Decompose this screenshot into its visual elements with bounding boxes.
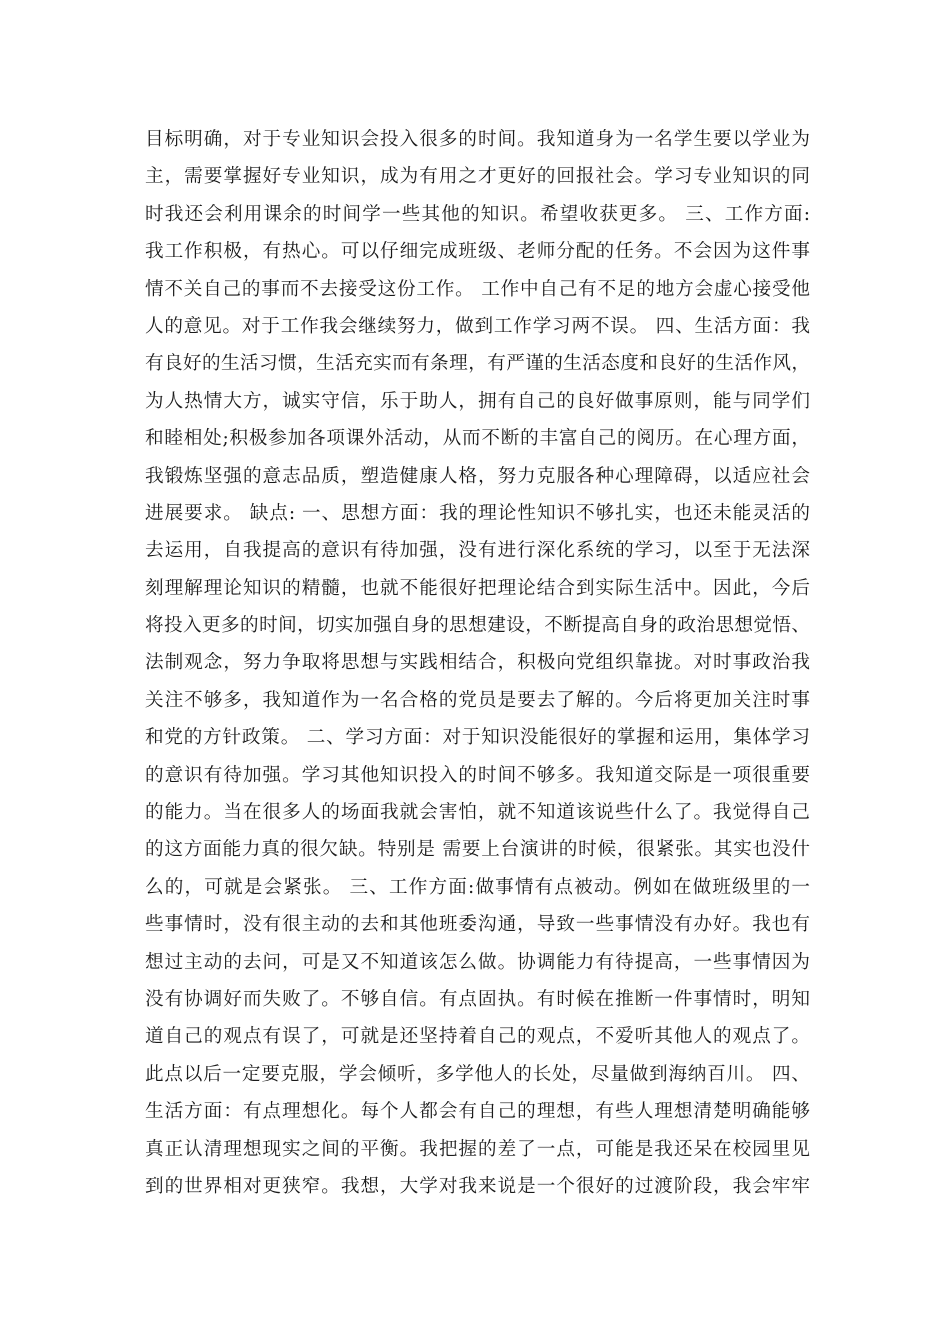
text-line: 为人热情大方，诚实守信，乐于助人，拥有自己的良好做事原则，能与同学们 xyxy=(145,390,810,412)
text-line: 进展要求。 缺点: 一、思想方面：我的理论性知识不够扎实，也还未能灵活的 xyxy=(145,502,810,524)
text-line: 目标明确，对于专业知识会投入很多的时间。我知道身为一名学生要以学业为 xyxy=(145,129,810,150)
text-line: 想过主动的去问，可是又不知道该怎么做。协调能力有待提高，一些事情因为 xyxy=(145,951,810,973)
text-line: 到的世界相对更狭窄。我想，大学对我来说是一个很好的过渡阶段，我会牢牢 xyxy=(145,1175,810,1197)
text-line: 我锻炼坚强的意志品质，塑造健康人格，努力克服各种心理障碍，以适应社会 xyxy=(145,465,810,487)
text-line: 时我还会利用课余的时间学一些其他的知识。希望收获更多。 三、工作方面: xyxy=(145,203,810,225)
text-line: 去运用，自我提高的意识有待加强，没有进行深化系统的学习，以至于无法深 xyxy=(145,540,810,562)
text-line: 和睦相处;积极参加各项课外活动，从而不断的丰富自己的阅历。在心理方面， xyxy=(145,428,810,450)
text-line: 的能力。当在很多人的场面我就会害怕，就不知道该说些什么了。我觉得自己 xyxy=(145,802,810,824)
text-line: 生活方面：有点理想化。每个人都会有自己的理想，有些人理想清楚明确能够 xyxy=(145,1101,810,1123)
text-line: 没有协调好而失败了。不够自信。有点固执。有时候在推断一件事情时，明知 xyxy=(145,988,810,1010)
text-line: 关注不够多，我知道作为一名合格的党员是要去了解的。今后将更加关注时事 xyxy=(145,689,810,711)
text-line: 此点以后一定要克服，学会倾听，多学他人的长处，尽量做到海纳百川。 四、 xyxy=(145,1063,810,1085)
text-line: 么的，可就是会紧张。 三、工作方面:做事情有点被动。例如在做班级里的一 xyxy=(145,876,810,898)
document-body xyxy=(145,121,810,1205)
text-line: 法制观念，努力争取将思想与实践相结合，积极向党组织靠拢。对时事政治我 xyxy=(145,652,810,674)
text-line: 将投入更多的时间，切实加强自身的思想建设，不断提高自身的政治思想觉悟、 xyxy=(145,615,810,637)
text-line: 和党的方针政策。 二、学习方面：对于知识没能很好的掌握和运用，集体学习 xyxy=(145,727,810,749)
text-line: 刻理解理论知识的精髓，也就不能很好把理论结合到实际生活中。因此，今后 xyxy=(145,577,810,599)
text-line: 真正认清理想现实之间的平衡。我把握的差了一点，可能是我还呆在校园里见 xyxy=(145,1138,810,1160)
text-line: 的意识有待加强。学习其他知识投入的时间不够多。我知道交际是一项很重要 xyxy=(145,764,810,786)
text-line: 情不关自己的事而不去接受这份工作。 工作中自己有不足的地方会虚心接受他 xyxy=(145,278,810,300)
text-line: 道自己的观点有误了，可就是还坚持着自己的观点，不爱听其他人的观点了。 xyxy=(145,1026,810,1048)
text-line: 些事情时，没有很主动的去和其他班委沟通，导致一些事情没有办好。我也有 xyxy=(145,914,810,936)
text-line: 人的意见。对于工作我会继续努力，做到工作学习两不误。 四、生活方面：我 xyxy=(145,315,810,337)
text-line: 主，需要掌握好专业知识，成为有用之才更好的回报社会。学习专业知识的同 xyxy=(145,166,810,188)
text-line: 的这方面能力真的很欠缺。特别是 需要上台演讲的时候，很紧张。其实也没什 xyxy=(145,839,810,861)
text-line: 有良好的生活习惯，生活充实而有条理，有严谨的生活态度和良好的生活作风， xyxy=(145,353,810,375)
text-line: 我工作积极，有热心。可以仔细完成班级、老师分配的任务。不会因为这件事 xyxy=(145,241,810,263)
